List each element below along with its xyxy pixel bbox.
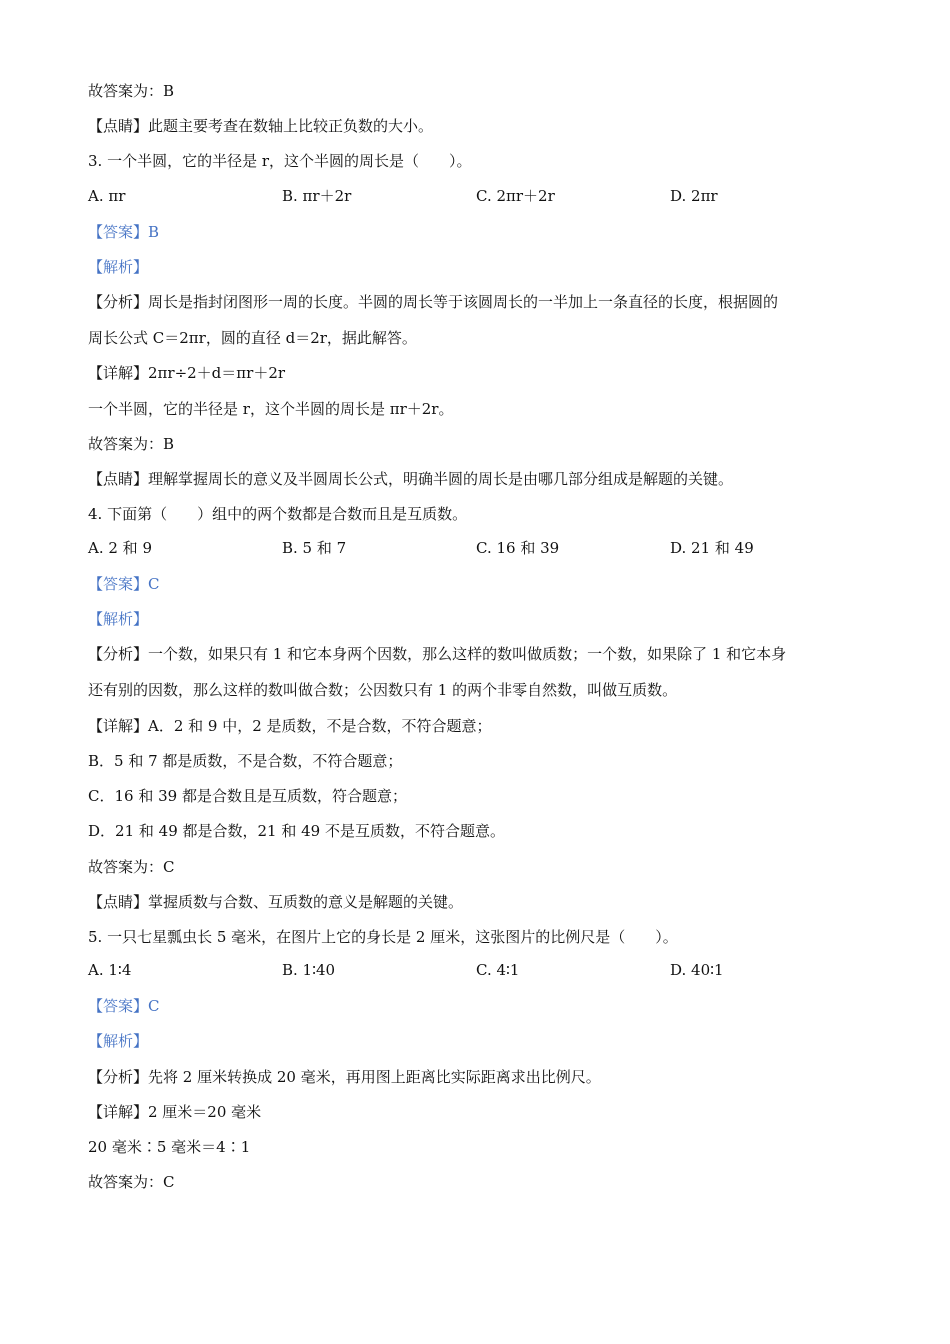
answer-q3: 【答案】B bbox=[88, 223, 160, 241]
detail-q4-d: D．21 和 49 都是合数，21 和 49 不是互质数，不符合题意。 bbox=[88, 822, 505, 840]
detail-q5: 【详解】2 厘米＝20 毫米 bbox=[88, 1103, 262, 1121]
detail-q5-calc: 20 毫米∶5 毫米＝4∶1 bbox=[88, 1138, 251, 1156]
jiexi-q3: 【解析】 bbox=[88, 258, 149, 276]
dianjing-q2: 【点睛】此题主要考查在数轴上比较正负数的大小。 bbox=[88, 117, 434, 135]
jiexi-q4: 【解析】 bbox=[88, 610, 149, 628]
question-3: 3. 一个半圆，它的半径是 r，这个半圆的周长是（ ）。 bbox=[88, 152, 472, 170]
answer-q4: 【答案】C bbox=[88, 575, 160, 593]
detail-q4-a: 【详解】A．2 和 9 中，2 是质数，不是合数，不符合题意； bbox=[88, 717, 492, 735]
option-a: A. 2 和 9 bbox=[88, 539, 152, 557]
option-a: A. 1∶4 bbox=[88, 961, 132, 979]
option-c: C. 4∶1 bbox=[476, 961, 520, 979]
jiexi-q5: 【解析】 bbox=[88, 1032, 149, 1050]
conclusion-q5: 故答案为：C bbox=[88, 1173, 175, 1191]
options-q3 bbox=[88, 186, 868, 206]
question-5: 5. 一只七星瓢虫长 5 毫米，在图片上它的身长是 2 厘米，这张图片的比例尺是（ ）。 bbox=[88, 928, 678, 946]
question-4: 4. 下面第（ ）组中的两个数都是合数而且是互质数。 bbox=[88, 505, 468, 523]
analysis-q3-line2: 周长公式 C＝2πr，圆的直径 d＝2r，据此解答。 bbox=[88, 329, 417, 347]
option-d: D. 21 和 49 bbox=[670, 539, 754, 557]
detail-q3: 【详解】2πr÷2＋d＝πr＋2r bbox=[88, 364, 286, 382]
option-b: B. πr＋2r bbox=[282, 187, 352, 205]
option-b: B. 1∶40 bbox=[282, 961, 336, 979]
option-d: D. 2πr bbox=[670, 187, 718, 205]
option-c: C. 2πr＋2r bbox=[476, 187, 555, 205]
analysis-q5: 【分析】先将 2 厘米转换成 20 毫米，再用图上距离比实际距离求出比例尺。 bbox=[88, 1068, 601, 1086]
option-d: D. 40∶1 bbox=[670, 961, 724, 979]
answer-q5: 【答案】C bbox=[88, 997, 160, 1015]
analysis-q4-line1: 【分析】一个数，如果只有 1 和它本身两个因数，那么这样的数叫做质数；一个数，如果除了 1 和它本身 bbox=[88, 645, 787, 663]
options-q5 bbox=[88, 960, 868, 980]
detail-q4-c: C．16 和 39 都是合数且是互质数，符合题意； bbox=[88, 787, 407, 805]
detail-q3-line: 一个半圆，它的半径是 r，这个半圆的周长是 πr＋2r。 bbox=[88, 400, 454, 418]
option-c: C. 16 和 39 bbox=[476, 539, 560, 557]
detail-q4-b: B．5 和 7 都是质数，不是合数，不符合题意； bbox=[88, 752, 403, 770]
conclusion-q3: 故答案为：B bbox=[88, 435, 175, 453]
option-b: B. 5 和 7 bbox=[282, 539, 347, 557]
analysis-q3-line1: 【分析】周长是指封闭图形一周的长度。半圆的周长等于该圆周长的一半加上一条直径的长度，根据圆的 bbox=[88, 293, 779, 311]
option-a: A. πr bbox=[88, 187, 126, 205]
conclusion-q4: 故答案为：C bbox=[88, 858, 175, 876]
dianjing-q4: 【点睛】掌握质数与合数、互质数的意义是解题的关键。 bbox=[88, 893, 464, 911]
dianjing-q3: 【点睛】理解掌握周长的意义及半圆周长公式，明确半圆的周长是由哪几部分组成是解题的关键。 bbox=[88, 470, 734, 488]
options-q4 bbox=[88, 538, 868, 558]
conclusion-q2: 故答案为：B bbox=[88, 82, 175, 100]
analysis-q4-line2: 还有别的因数，那么这样的数叫做合数；公因数只有 1 的两个非零自然数，叫做互质数。 bbox=[88, 681, 678, 699]
